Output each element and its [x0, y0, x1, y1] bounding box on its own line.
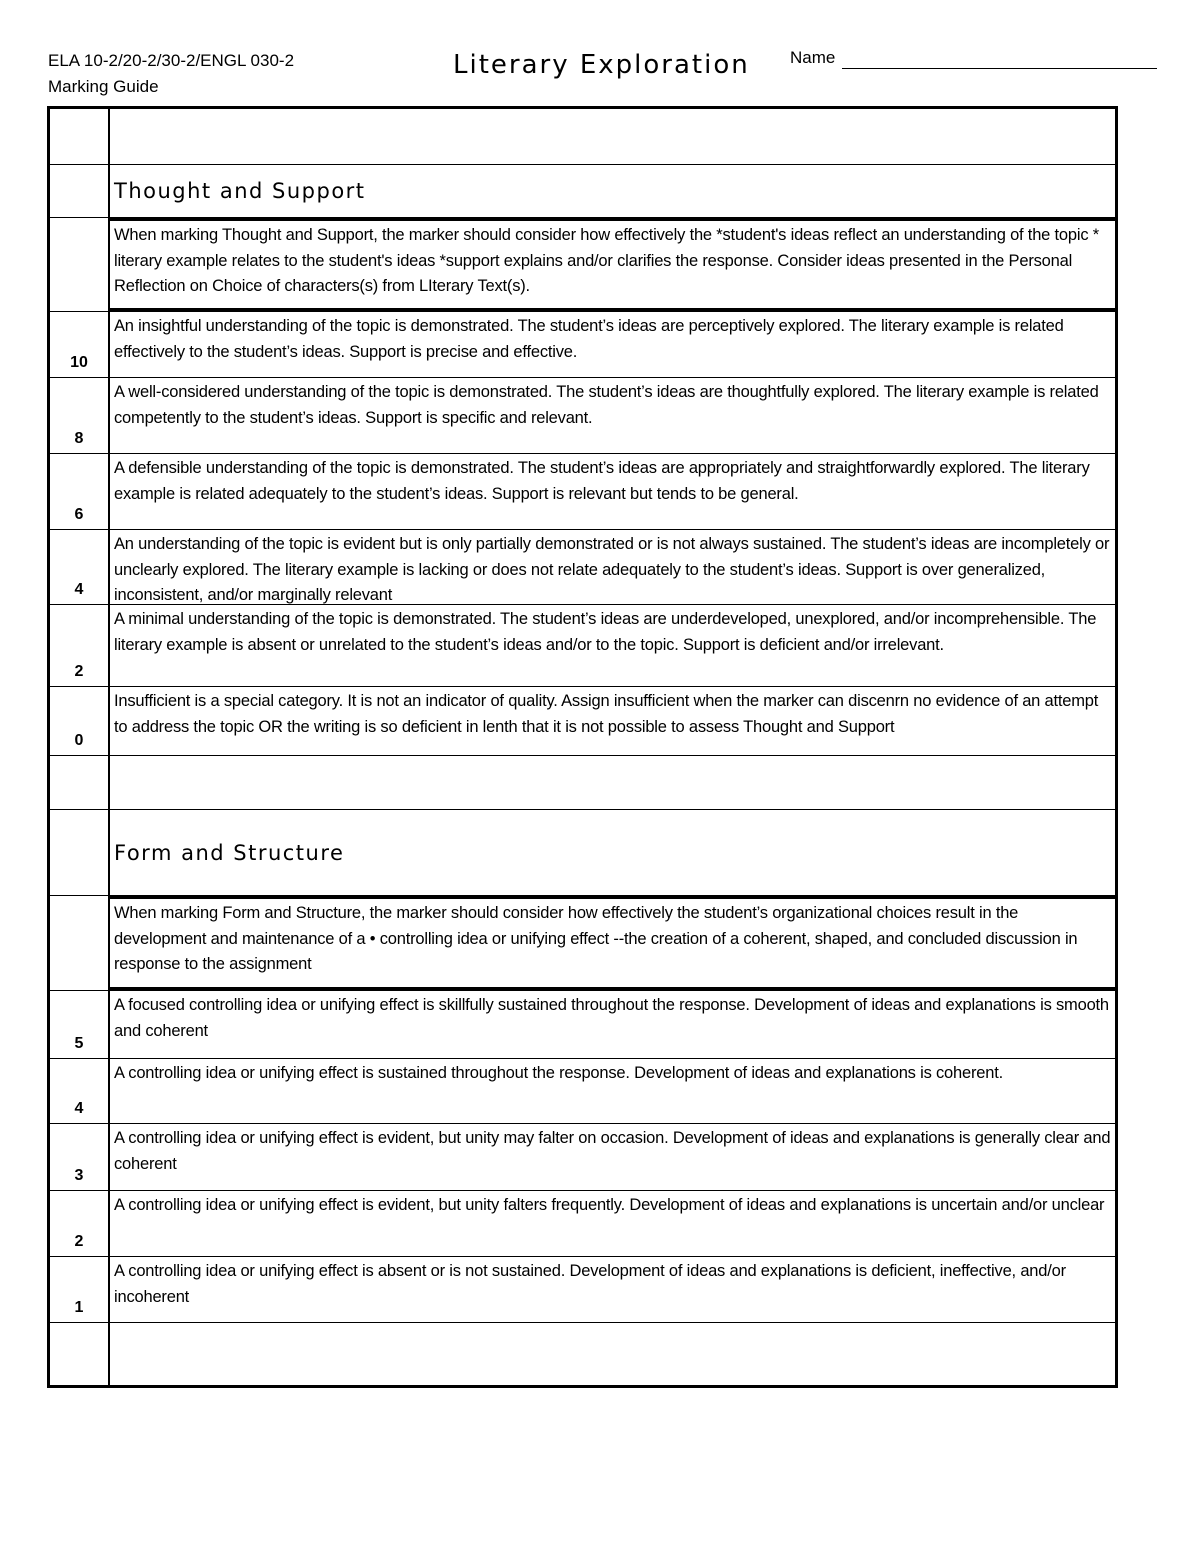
table-row — [50, 990, 1115, 1058]
score-value: 5 — [50, 991, 110, 1058]
criteria-text: A focused controlling idea or unifying effect is skillfully sustained throughout the response. Development of ideas and explanations is smooth and coherent — [114, 996, 1109, 1040]
rubric-table — [47, 106, 1118, 1388]
score-value: 8 — [50, 378, 110, 453]
form-heading-row — [50, 809, 1115, 895]
criteria-text: Insufficient is a special category. It is not an indicator of quality. Assign insufficient when the marker can discenrn no evidence of an attempt to address the topic OR the writing is so deficient in lenth that it is not possible to assess Thought and Support — [114, 692, 1099, 736]
criteria-text: A minimal understanding of the topic is demonstrated. The student’s ideas are underdeveloped, unexplored, and/or incomprehensible. The literary example is absent or unrelated to the student’s ideas and/or to the topic. Support is deficient and/or irrelevant. — [114, 610, 1097, 654]
criteria-text: A controlling idea or unifying effect is absent or is not sustained. Development of ideas and explanations is deficient, ineffective, and/or incoherent — [114, 1262, 1066, 1306]
table-row — [50, 686, 1115, 755]
page-title: Literary Exploration — [453, 50, 750, 80]
criteria-text: A defensible understanding of the topic is demonstrated. The student’s ideas are appropriately and straightforwardly explored. The literary example is related adequately to the student’s ideas. Support is relevant but tends to be general. — [114, 459, 1090, 503]
table-row — [50, 1058, 1115, 1123]
thought-heading-row — [50, 164, 1115, 217]
table-row — [50, 1256, 1115, 1322]
score-value: 4 — [50, 1059, 110, 1123]
criteria-text: A controlling idea or unifying effect is sustained throughout the response. Development of ideas and explanations is coherent. — [114, 1064, 1003, 1082]
score-value: 4 — [50, 530, 110, 604]
form-intro-row — [50, 895, 1115, 990]
desc-cell — [110, 109, 1115, 164]
name-field[interactable] — [842, 68, 1157, 69]
thought-intro-row — [50, 217, 1115, 311]
name-label: Name — [790, 48, 836, 67]
table-row-blank — [50, 109, 1115, 164]
score-value: 1 — [50, 1257, 110, 1322]
score-value: 2 — [50, 605, 110, 686]
table-row — [50, 453, 1115, 529]
table-row — [50, 377, 1115, 453]
thought-section-heading: Thought and Support — [114, 179, 366, 204]
header-left — [48, 48, 294, 100]
criteria-text: A controlling idea or unifying effect is evident, but unity falters frequently. Development of ideas and explanations is uncertain and/or unclear — [114, 1196, 1105, 1214]
marking-guide-label: Marking Guide — [48, 77, 159, 96]
table-row — [50, 311, 1115, 377]
table-row — [50, 604, 1115, 686]
table-row — [50, 1190, 1115, 1256]
table-row — [50, 1123, 1115, 1190]
table-row-blank — [50, 755, 1115, 809]
criteria-text: An understanding of the topic is evident but is only partially demonstrated or is not always sustained. The student’s ideas are incompletely or unclearly explored. The literary example is lacking or does not relate adequately to the student’s ideas. Support is over generalized, inconsistent, and/or marginally relevant — [114, 535, 1110, 604]
score-cell — [50, 109, 110, 164]
score-value: 10 — [50, 312, 110, 377]
criteria-text: An insightful understanding of the topic is demonstrated. The student’s ideas are perceptively explored. The literary example is related effectively to the student’s ideas. Support is precise and effective. — [114, 317, 1064, 361]
score-value: 6 — [50, 454, 110, 529]
course-code: ELA 10-2/20-2/30-2/ENGL 030-2 — [48, 51, 295, 70]
criteria-text: A controlling idea or unifying effect is evident, but unity may falter on occasion. Development of ideas and explanations is generally clear and coherent — [114, 1129, 1111, 1173]
score-value: 0 — [50, 687, 110, 755]
table-row — [50, 529, 1115, 604]
form-intro-text: When marking Form and Structure, the marker should consider how effectively the student’s organizational choices result in the development and maintenance of a • controlling idea or unifying effect --the creation of a coherent, shaped, and concluded discussion in response to the assignment — [110, 896, 1115, 990]
form-section-heading: Form and Structure — [114, 840, 345, 865]
criteria-text: A well-considered understanding of the topic is demonstrated. The student’s ideas are thoughtfully explored. The literary example is related competently to the student’s ideas. Support is specific and relevant. — [114, 383, 1099, 427]
table-row-blank — [50, 1322, 1115, 1385]
score-value: 2 — [50, 1191, 110, 1256]
score-value: 3 — [50, 1124, 110, 1190]
thought-intro-text: When marking Thought and Support, the marker should consider how effectively the *student's ideas reflect an understanding of the topic * literary example relates to the student's ideas *support explains and/or clarifies the response. Consider ideas presented in the Personal Reflection on Choice of characters(s) from LIterary Text(s). — [110, 218, 1115, 311]
